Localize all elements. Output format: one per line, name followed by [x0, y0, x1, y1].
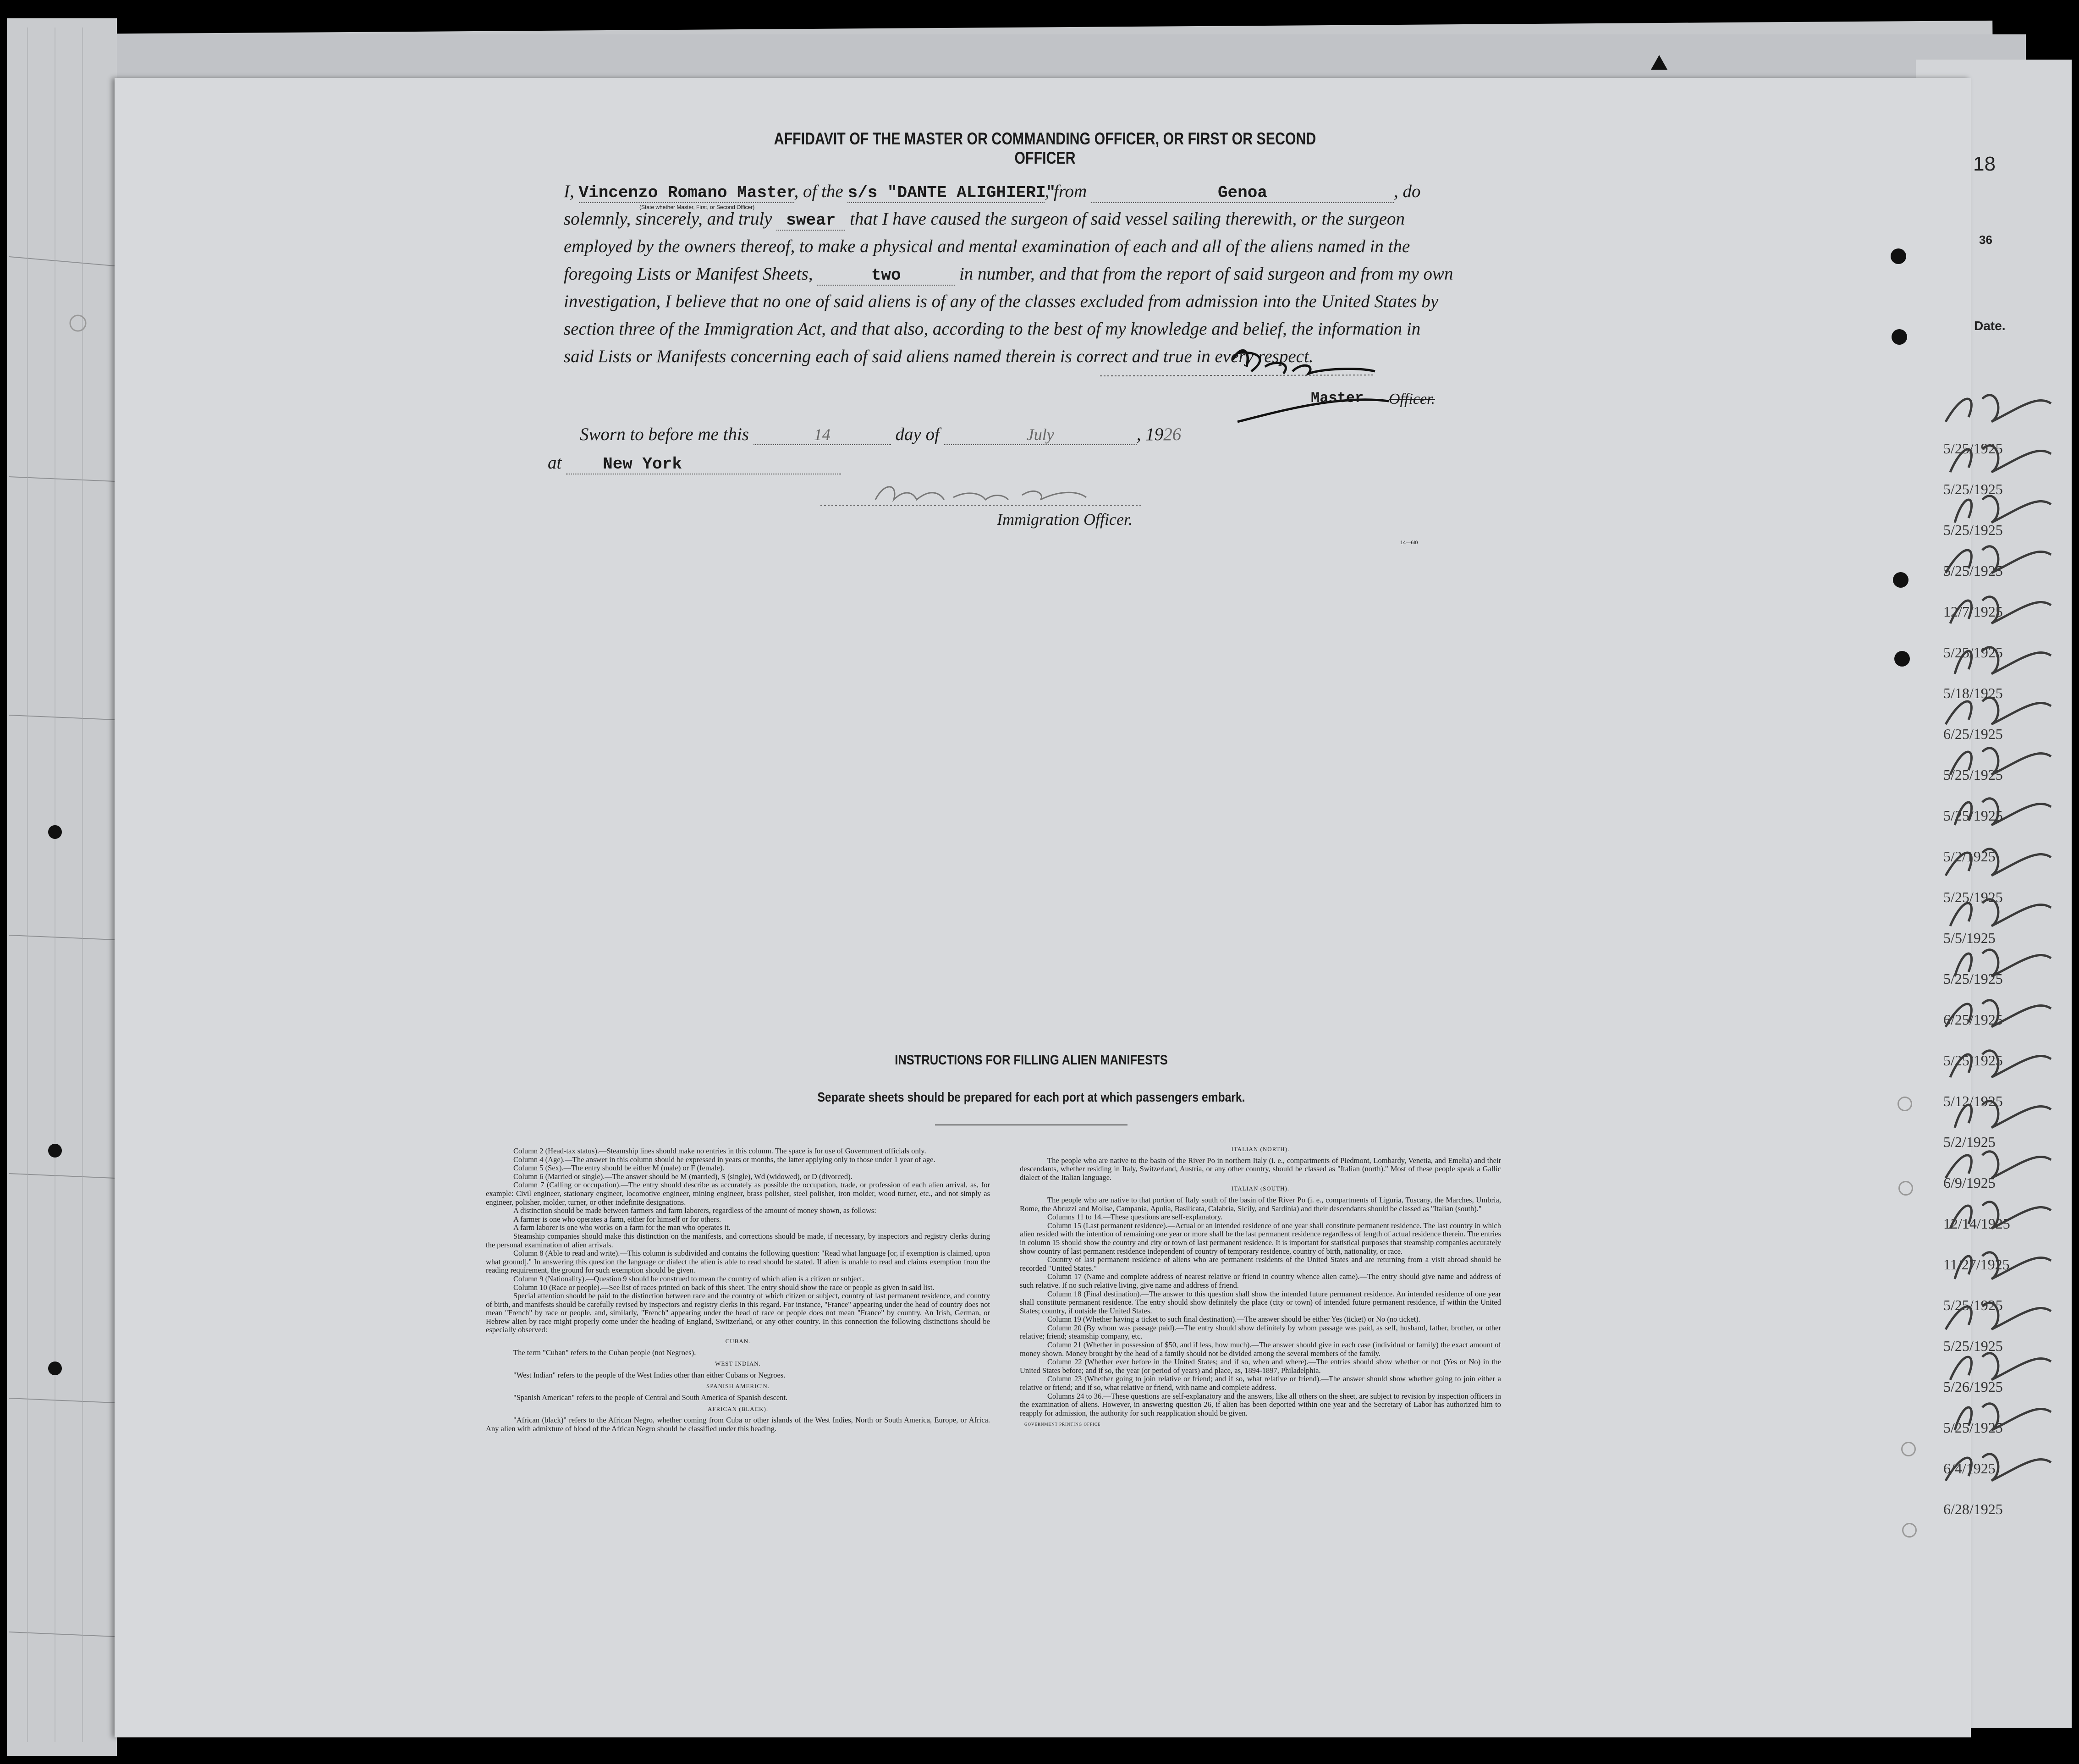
date-entry: 5/25/1925 [1943, 562, 2003, 579]
date-entry: 5/2/1925 [1943, 1134, 1996, 1150]
handwritten-check-mark [1946, 1303, 2051, 1329]
date-entry: 6/25/1925 [1943, 726, 2003, 742]
instructions-subtitle: Separate sheets should be prepared for each port at which passengers embark. [817, 1090, 1245, 1105]
date-entry: 5/2/1925 [1943, 848, 1996, 865]
instruction-paragraph: Columns 11 to 14.—These questions are self-explanatory. [1047, 1213, 1223, 1222]
affidavit-line-1 [564, 181, 1420, 203]
text: day of [895, 424, 940, 444]
date-entry: 5/25/1925 [1943, 481, 2003, 497]
form-code: 14—6I0 [1400, 540, 1418, 546]
instruction-paragraph: Column 22 (Whether ever before in the United States; and if so, when and where).—The entries should show whether or not (Yes or No) in the United States before; and if so, the year (or period of years) and place, as, 1894-1897, Philadelphia. [1020, 1357, 1501, 1375]
handwritten-check-mark [1955, 1101, 2051, 1128]
handwritten-check-mark [1955, 1252, 2051, 1279]
date-entry: 5/5/1925 [1943, 930, 1996, 946]
handwritten-check-mark [1955, 496, 2051, 523]
text: , do [1393, 182, 1421, 201]
date-entry: 5/25/1925 [1943, 1052, 2003, 1069]
instruction-paragraph: Special attention should be paid to the distinction between race and the country of which citizen or subject, country of last permanent residence, and country of birth, and manifests should be carefully revised by inspectors and registry clerks in this regard. For instance, "France" appearing under the head of country does not mean "French" by race or people, and, similarly, "French" appearing under the head of race or people does not mean "France" by country. An Irish, German, or Hebrew alien by race might properly come under the heading of England, Switzerland, or any other country. In this connection the following distinctions should be especially observed: [486, 1291, 990, 1334]
rank-note: (State whether Master, First, or Second Officer) [639, 204, 755, 210]
instruction-paragraph: Column 8 (Able to read and write).—This column is subdivided and contains the following question: "Read what language [or, if exemption is claimed, upon what ground]." In answering this question the language or dialect the alien is able to read should be stated. If alien is unable to read and claims exemption from the reading requirement, the ground for such exemption should be given. [486, 1249, 990, 1275]
immigration-officer-label: Immigration Officer. [997, 510, 1133, 529]
right-paragraphs [1020, 1196, 1501, 1417]
handwritten-check-mark [1950, 1202, 2051, 1229]
handwritten-marks [1936, 380, 2074, 1527]
instruction-paragraph: Column 20 (By whom was passage paid).—The entry should show definitely by whom passage was paid, as self, husband, father, brother, or other relative; friend; steamship company, etc. [1020, 1323, 1501, 1341]
handwritten-check-mark [1955, 950, 2051, 976]
text: foregoing Lists or Manifest Sheets, [564, 264, 813, 284]
date-entry: 11/27/1925 [1943, 1256, 2010, 1273]
handwritten-check-mark [1950, 1353, 2051, 1380]
sworn-place-field: New York [566, 455, 841, 474]
italian-north-heading: ITALIAN (NORTH). [1231, 1146, 1290, 1152]
punch-hole [1898, 1181, 1913, 1196]
handwritten-check-mark [1946, 849, 2051, 876]
instruction-paragraph: Column 15 (Last permanent residence).—Actual or an intended residence of one year shall constitute permanent residence. The last country in which alien resided with the intention of remaining one year or more shall be the last permanent residence regardless of length of actual residence therein. The entries in column 15 should show the country and city or town of last permanent residence. It is important for statistical purposes that steamship companies accurately show country of last permanent residence independent of country of temporary residence, country of birth, nationality, or race. [1020, 1221, 1501, 1256]
sworn-place-line [548, 452, 841, 474]
date-entry: 5/25/1925 [1943, 970, 2003, 987]
text: solemnly, sincerely, and truly [564, 209, 772, 229]
sworn-month-field: July [944, 425, 1137, 445]
spanish-american-heading: SPANISH AMERIC'N. [706, 1383, 770, 1390]
date-entry: 12/7/1925 [1943, 603, 2003, 620]
instruction-paragraph: Steamship companies should make this distinction on the manifests, and corrections should be made, if necessary, by inspectors and registry clerks during the personal examination of alien arrivals. [486, 1231, 990, 1249]
cuban-text: The term "Cuban" refers to the Cuban people (not Negroes). [513, 1348, 696, 1357]
date-entry: 5/25/1925 [1943, 1297, 2003, 1313]
date-entry: 6/9/1925 [1943, 1174, 1996, 1191]
instruction-paragraph: Columns 24 to 36.—These questions are self-explanatory and the answers, like all others on the sheet, are subject to revision by inspection officers in the examination of aliens. However, in answering question 26, if alien has been deported within one year and the Secretary of Labor has authorized him to reapply for admission, the authority for such reapplication should be given. [1020, 1391, 1501, 1417]
text: in number, and that from the report of said surgeon and from my own [959, 264, 1453, 284]
instruction-paragraph: Column 17 (Name and complete address of nearest relative or friend in country whence alien came).—The entry should give name and address of such relative. If no such relative living, give name and address of friend. [1020, 1272, 1501, 1290]
date-entry: 5/25/1925 [1943, 889, 2003, 905]
west-indian-heading: WEST INDIAN. [715, 1360, 761, 1367]
printer-imprint: GOVERNMENT PRINTING OFFICE [1024, 1422, 1101, 1427]
sworn-day-field: 14 [754, 425, 891, 445]
date-entry: 5/25/1925 [1943, 766, 2003, 783]
handwritten-check-mark [1946, 1000, 2051, 1027]
handwritten-check-mark [1946, 546, 2051, 573]
date-entry: 5/25/1925 [1943, 522, 2003, 538]
sheets-count-field: two [817, 266, 955, 286]
left-edge-sheets [0, 0, 119, 1764]
left-paragraphs [486, 1147, 990, 1334]
affidavit-line-4 [564, 264, 1453, 286]
instruction-paragraph: A farm laborer is one who works on a farm for the man who operates it. [513, 1223, 731, 1232]
signer-title-typed: Master [1311, 390, 1364, 407]
column-number: 36 [1979, 233, 1992, 247]
master-signature [1100, 339, 1467, 431]
instruction-paragraph: Column 2 (Head-tax status).—Steamship lines should make no entries in this column. The space is for use of Government officials only. [513, 1147, 926, 1155]
date-entry: 12/14/1925 [1943, 1215, 2010, 1232]
date-entry: 5/25/1925 [1943, 1338, 2003, 1354]
date-entry: 5/25/1925 [1943, 644, 2003, 661]
handwritten-check-mark [1955, 1404, 2051, 1430]
west-indian-text: "West Indian" refers to the people of the West Indies other than either Cubans or Negroes. [513, 1370, 786, 1379]
page-number: 18 [1973, 153, 1996, 175]
affidavit-line-6: section three of the Immigration Act, and that also, according to the best of my knowledge and belief, the information in [564, 319, 1421, 339]
immigration-officer-signature [820, 477, 1150, 509]
affidavit-line-5: investigation, I believe that no one of said aliens is of any of the classes excluded from admission into the United States by [564, 292, 1439, 311]
handwritten-check-mark [1946, 395, 2051, 422]
cuban-heading: CUBAN. [725, 1338, 751, 1345]
handwritten-check-mark [1950, 1051, 2051, 1077]
text: , of the [794, 182, 843, 201]
punch-hole [1901, 1442, 1916, 1456]
text: at [548, 453, 562, 473]
date-entry: 5/25/1925 [1943, 1419, 2003, 1436]
signer-title-printed: Officer. [1389, 391, 1436, 408]
date-entry: 5/18/1925 [1943, 685, 2003, 701]
instruction-paragraph: Column 23 (Whether going to join relative or friend; and if so, what relative or friend).—The answer should show whether going to join either a relative or friend; and if so, what relative or friend, with name and complete address. [1020, 1374, 1501, 1392]
punch-hole [1891, 248, 1906, 264]
instruction-paragraph: Column 4 (Age).—The answer in this column should be expressed in years or months, the latter applying only to those under 1 year of age. [513, 1155, 935, 1164]
handwritten-check-mark [1950, 748, 2051, 775]
affidavit-line-3: employed by the owners thereof, to make a physical and mental examination of each and all of the aliens named in the [564, 237, 1410, 256]
instruction-paragraph: The people who are native to that portion of Italy south of the basin of the River Po (i. e., compartments of Liguria, Tuscany, the Marches, Umbria, Rome, the Abruzzi and Molise, Campania, Apulia, Basilicata, Calabria, Sicily, and Sardinia) and their descendants should be classed as "Italian (south)." [1020, 1195, 1501, 1213]
handwritten-check-mark [1946, 1454, 2051, 1481]
text: , 19 [1136, 424, 1164, 444]
ship-name-field: s/s "DANTE ALIGHIERI" [847, 183, 1056, 202]
affidavit-title: AFFIDAVIT OF THE MASTER OR COMMANDING OFFICER, OR FIRST OR SECOND OFFICER [774, 129, 1316, 167]
instruction-paragraph: Column 10 (Race or people).—See list of races printed on back of this sheet. The entry should show the race or people as given in said list. [513, 1283, 935, 1292]
handwritten-check-mark [1955, 647, 2051, 674]
instruction-paragraph: Column 9 (Nationality).—Question 9 should be construed to mean the country of which alien is a citizen or subject. [513, 1274, 864, 1283]
punch-hole [1893, 572, 1908, 588]
spanish-american-text: "Spanish American" refers to the people of Central and South America of Spanish descent. [513, 1393, 788, 1402]
date-entry: 5/25/1925 [1943, 807, 2003, 824]
affidavit-line-2 [564, 209, 1405, 231]
handwritten-check-mark [1950, 446, 2051, 472]
date-entry: 5/26/1925 [1943, 1378, 2003, 1395]
instruction-paragraph: Column 5 (Sex).—The entry should be either M (male) or F (female). [513, 1163, 725, 1173]
instruction-paragraph: Column 18 (Final destination).—The answer to this question shall show the intended future permanent residence. An intended residence of one year shall constitute permanent residence. The entry should show definitely the place (city or town) of intended future permanent residence, if within the United States; country, if outside the United States. [1020, 1289, 1501, 1315]
instructions-right-column [1020, 1142, 1501, 1432]
punch-hole [1894, 651, 1910, 667]
text: I, [564, 182, 574, 201]
punch-hole [1898, 1097, 1912, 1111]
instruction-paragraph: Column 19 (Whether having a ticket to such final destination).—The answer should be either Yes (ticket) or No (no ticket). [1047, 1315, 1420, 1324]
instruction-paragraph: A distinction should be made between farmers and farm laborers, regardless of the amount of money shown, as follows: [513, 1206, 876, 1215]
port-field: Genoa [1091, 183, 1394, 203]
instruction-paragraph: Column 21 (Whether in possession of $50, and if less, how much).—The answer should give in each case (individual or family) the exact amount of money shown. Money brought by the head of a family should not be divided among the several members of the family. [1020, 1340, 1501, 1358]
african-heading: AFRICAN (BLACK). [707, 1405, 769, 1412]
african-text: "African (black)" refers to the African Negro, whether coming from Cuba or other islands of the West Indies, North or South America, Europe, or Africa. Any alien with admixture of blood of the African Negro should be classified under this heading. [486, 1416, 990, 1433]
date-entry: 5/25/1925 [1943, 440, 2003, 457]
handwritten-check-mark [1950, 899, 2051, 926]
punch-hole [1902, 1523, 1917, 1538]
handwritten-check-mark [1946, 1152, 2051, 1178]
instruction-paragraph: Column 6 (Married or single).—The answer should be M (married), S (single), Wd (widowed), or D (divorced). [513, 1172, 852, 1181]
text: Sworn to before me this [580, 424, 749, 444]
affidavit-line-7: said Lists or Manifests concerning each of said aliens named therein is correct and true in every respect. [564, 347, 1314, 366]
sworn-line [580, 424, 1181, 445]
instruction-paragraph: Country of last permanent residence of aliens who are permanent residents of the United States and are returning from a visit abroad should be recorded "United States." [1020, 1255, 1501, 1273]
instructions-title: INSTRUCTIONS FOR FILLING ALIEN MANIFESTS [895, 1053, 1168, 1068]
handwritten-check-mark [1946, 698, 2051, 724]
italian-north-text: The people who are native to the basin of the River Po in northern Italy (i. e., compartments of Piedmont, Lombardy, Venetia, and Emelia) and their descendants, whether residing in Italy, Switzerland, Austria, or any other country, should be classed as "Italian (north)." Most of these people speak a Gallic dialect of the Italian language. [1020, 1156, 1501, 1182]
instructions-left-column [486, 1147, 990, 1433]
triangle-marker-icon [1650, 54, 1668, 71]
italian-south-heading: ITALIAN (SOUTH). [1231, 1185, 1290, 1192]
date-column-header: Date. [1974, 319, 2006, 333]
date-entry: 5/12/1925 [1943, 1093, 2003, 1109]
instruction-paragraph: Column 7 (Calling or occupation).—The entry should describe as accurately as possible the occupation, trade, or profession of each alien arrival, as, for example: Civil engineer, stationary engineer, locomotive engineer, mining engineer, brass polisher, steel polisher, iron molder, wood turner, etc., and not simply as engineer, polisher, molder, turner, or other indefinite designations. [486, 1180, 990, 1207]
officer-name-field: Vincenzo Romano Master [578, 183, 797, 202]
sworn-year-field: 26 [1163, 424, 1182, 444]
punch-hole [1892, 329, 1907, 345]
date-entry: 6/28/1925 [1943, 1501, 2003, 1517]
date-entry: 6/4/1925 [1943, 1460, 1996, 1477]
oath-field: swear [776, 211, 845, 231]
instruction-paragraph: A farmer is one who operates a farm, either for himself or for others. [513, 1214, 721, 1224]
text: that I have caused the surgeon of said vessel sailing therewith, or the surgeon [850, 209, 1405, 229]
handwritten-check-mark [1950, 597, 2051, 623]
date-entry: 6/25/1925 [1943, 1011, 2003, 1028]
handwritten-check-mark [1955, 799, 2051, 825]
text: , from [1045, 182, 1087, 201]
